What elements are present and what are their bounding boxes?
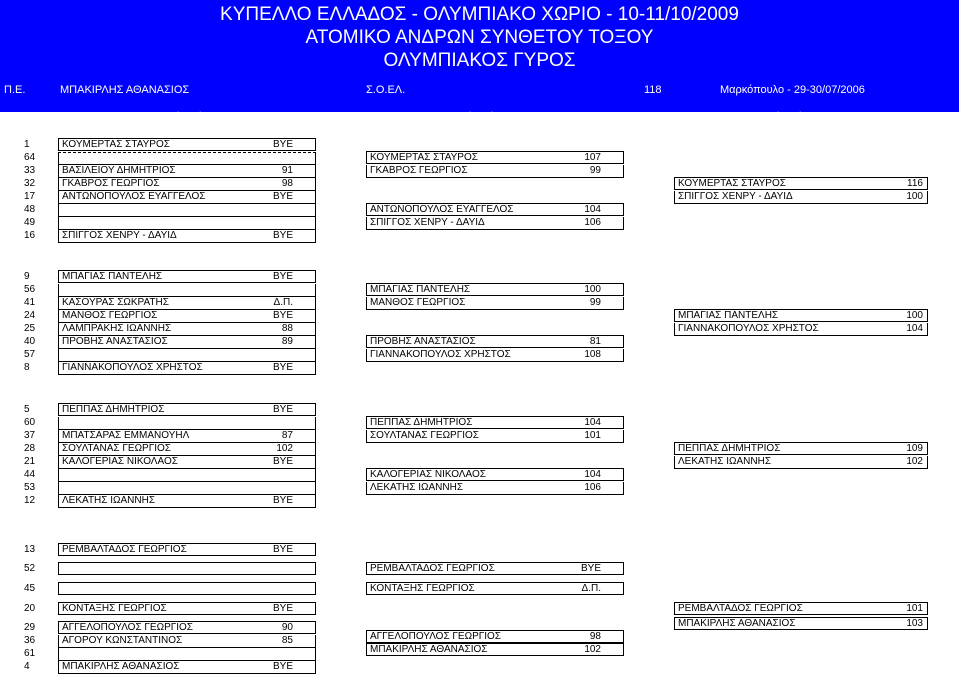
round-title: ΟΛΥΜΠΙΑΚΟΣ ΓΥΡΟΣ (383, 50, 576, 71)
record-venue-date: Μαρκόπουλο - 29-30/07/2006 (720, 84, 865, 96)
seed-number: 25 (24, 323, 36, 334)
archer-name: ΑΓΓΕΛΟΠΟΥΛΟΣ ΓΕΩΡΓΙΟΣ (370, 631, 501, 642)
round3-slot (674, 442, 928, 455)
seed-number: 21 (24, 456, 36, 467)
match-score: 116 (907, 178, 923, 189)
event-subtitle: ΑΤΟΜΙΚΟ ΑΝΔΡΩΝ ΣΥΝΘΕΤΟΥ ΤΟΞΟΥ (305, 27, 654, 48)
archer-name: ΑΝΤΩΝΟΠΟΥΛΟΣ ΕΥΑΓΓΕΛΟΣ (370, 204, 514, 215)
match-score: 100 (584, 284, 601, 295)
round1-slot (58, 403, 316, 416)
round1-slot (58, 310, 316, 323)
archer-name: ΚΟΥΜΕΡΤΑΣ ΣΤΑΥΡΟΣ (370, 152, 478, 163)
match-score: 100 (906, 191, 923, 202)
seed-number: 32 (24, 178, 36, 189)
round3-slot (674, 309, 928, 322)
match-score: 101 (906, 603, 923, 614)
round2-slot (366, 203, 624, 216)
round1-slot (58, 621, 316, 634)
archer-name: ΠΕΠΠΑΣ ΔΗΜΗΤΡΙΟΣ (62, 404, 165, 415)
rank-column-header: Κατ. Γ.Κ. (4, 110, 51, 124)
round1-slot (58, 178, 316, 191)
match-score: 87 (281, 430, 293, 441)
round2-slot (366, 165, 624, 178)
round1-slot (58, 362, 316, 375)
match-score: BYE (272, 271, 293, 282)
archer-name: ΛΑΜΠΡΑΚΗΣ ΙΩΑΝΝΗΣ (62, 323, 172, 334)
match-score: 107 (584, 152, 601, 163)
seed-number: 9 (24, 271, 30, 282)
round3-slot (674, 177, 928, 190)
archer-name: ΜΠΑΓΙΑΣ ΠΑΝΤΕΛΗΣ (370, 284, 471, 295)
match-score: BYE (272, 191, 293, 202)
match-score: BYE (272, 495, 293, 506)
round1-slot (58, 349, 316, 362)
round2-slot (366, 349, 624, 362)
archer-name: ΑΓΓΕΛΟΠΟΥΛΟΣ ΓΕΩΡΓΙΟΣ (62, 622, 193, 633)
seed-number: 13 (24, 544, 36, 555)
match-score: 98 (281, 178, 293, 189)
round2-slot (366, 482, 624, 495)
archer-name: ΜΑΝΘΟΣ ΓΕΩΡΓΙΟΣ (370, 297, 466, 308)
archer-name: ΡΕΜΒΑΛΤΑΔΟΣ ΓΕΩΡΓΙΟΣ (62, 544, 187, 555)
match-score: 104 (584, 417, 601, 428)
round2-slot (366, 630, 624, 643)
archer-name: ΚΑΛΟΓΕΡΙΑΣ ΝΙΚΟΛΑΟΣ (370, 469, 486, 480)
round2-slot (366, 468, 624, 481)
round1-slot (58, 417, 316, 430)
match-score: BYE (272, 544, 293, 555)
seed-number: 29 (24, 622, 36, 633)
archer-name: ΣΠΙΓΓΟΣ ΧΕΝΡΥ - ΔΑΥΙΔ (62, 230, 177, 241)
seed-number: 60 (24, 417, 36, 428)
seed-number: 8 (24, 362, 30, 373)
round-1-32-header: Ολυμπιακός Γύρος 1/32 (122, 110, 250, 124)
round-1-16-header: Ολυμπιακός Γύρος 1/16 (414, 110, 542, 124)
archer-name: ΛΕΚΑΤΗΣ ΙΩΑΝΝΗΣ (62, 495, 156, 506)
match-score: 85 (281, 635, 293, 646)
round2-slot (366, 430, 624, 443)
dashed-divider (58, 152, 316, 153)
match-score: BYE (272, 603, 293, 614)
seed-number: 12 (24, 495, 36, 506)
seed-number: 53 (24, 482, 36, 493)
archer-name: ΜΠΑΤΣΑΡΑΣ ΕΜΜΑΝΟΥΗΛ (62, 430, 190, 441)
archer-name: ΛΕΚΑΤΗΣ ΙΩΑΝΝΗΣ (370, 482, 464, 493)
archer-name: ΣΠΙΓΓΟΣ ΧΕΝΡΥ - ΔΑΥΙΔ (370, 217, 485, 228)
seed-number: 64 (24, 152, 36, 163)
seed-number: 5 (24, 404, 30, 415)
archer-name: ΑΝΤΩΝΟΠΟΥΛΟΣ ΕΥΑΓΓΕΛΟΣ (62, 191, 206, 202)
round2-slot (366, 335, 624, 348)
archer-name: ΠΕΠΠΑΣ ΔΗΜΗΤΡΙΟΣ (678, 443, 781, 454)
match-score: 102 (584, 644, 601, 655)
match-score: 90 (281, 622, 293, 633)
round1-slot (58, 648, 316, 661)
archer-name: ΣΟΥΛΤΑΝΑΣ ΓΕΩΡΓΙΟΣ (62, 443, 171, 454)
record-label-soel: Σ.Ο.ΕΛ. (366, 84, 406, 96)
archer-name: ΜΑΝΘΟΣ ΓΕΩΡΓΙΟΣ (62, 310, 158, 321)
round1-slot (58, 582, 316, 595)
archer-name: ΛΕΚΑΤΗΣ ΙΩΑΝΝΗΣ (678, 456, 772, 467)
match-score: 102 (906, 456, 923, 467)
match-score: 100 (906, 310, 923, 321)
seed-number: 1 (24, 139, 30, 150)
round2-slot (366, 217, 624, 230)
match-score: 106 (584, 482, 601, 493)
seed-number: 37 (24, 430, 36, 441)
match-score: Δ.Π. (273, 297, 293, 308)
seed-number: 48 (24, 204, 36, 215)
match-score: BYE (272, 661, 293, 672)
archer-name: ΚΟΥΜΕΡΤΑΣ ΣΤΑΥΡΟΣ (62, 139, 170, 150)
round2-slot (366, 151, 624, 164)
round1-slot (58, 230, 316, 243)
match-score: 98 (589, 631, 601, 642)
seed-number: 57 (24, 349, 36, 360)
match-score: 102 (276, 443, 293, 454)
seed-number: 28 (24, 443, 36, 454)
seed-number: 17 (24, 191, 36, 202)
seed-number: 16 (24, 230, 36, 241)
seed-number: 20 (24, 603, 36, 614)
round1-slot (58, 191, 316, 204)
round1-slot (58, 456, 316, 469)
round1-slot (58, 297, 316, 310)
seed-number: 44 (24, 469, 36, 480)
round2-slot (366, 297, 624, 310)
match-score: BYE (272, 362, 293, 373)
archer-name: ΚΑΛΟΓΕΡΙΑΣ ΝΙΚΟΛΑΟΣ (62, 456, 178, 467)
round1-slot (58, 430, 316, 443)
match-score: 99 (589, 165, 601, 176)
seed-number: 56 (24, 284, 36, 295)
seed-number: 4 (24, 661, 30, 672)
match-score: BYE (272, 230, 293, 241)
round3-slot (674, 323, 928, 336)
match-score: 109 (906, 443, 923, 454)
round1-slot (58, 495, 316, 508)
round1-slot (58, 469, 316, 482)
record-label-pe: Π.Ε. (4, 84, 26, 96)
match-score: 99 (589, 297, 601, 308)
record-score: 118 (644, 84, 662, 96)
match-score: BYE (272, 456, 293, 467)
match-score: BYE (272, 404, 293, 415)
match-score: BYE (580, 563, 601, 574)
round1-slot (58, 217, 316, 230)
round1-slot (58, 138, 316, 151)
round3-slot (674, 602, 928, 615)
match-score: 89 (281, 336, 293, 347)
round1-slot (58, 635, 316, 648)
archer-name: ΜΠΑΓΙΑΣ ΠΑΝΤΕΛΗΣ (62, 271, 163, 282)
round1-slot (58, 482, 316, 495)
match-score: Δ.Π. (581, 583, 601, 594)
round2-slot (366, 643, 624, 656)
archer-name: ΣΠΙΓΓΟΣ ΧΕΝΡΥ - ΔΑΥΙΔ (678, 191, 793, 202)
round1-slot (58, 336, 316, 349)
archer-name: ΠΡΟΒΗΣ ΑΝΑΣΤΑΣΙΟΣ (62, 336, 168, 347)
seed-number: 49 (24, 217, 36, 228)
record-holder: ΜΠΑΚΙΡΛΗΣ ΑΘΑΝΑΣΙΟΣ (60, 84, 190, 96)
archer-name: ΠΕΠΠΑΣ ΔΗΜΗΤΡΙΟΣ (370, 417, 473, 428)
match-score: 104 (584, 469, 601, 480)
round1-slot (58, 204, 316, 217)
round1-slot (58, 284, 316, 297)
round1-slot (58, 602, 316, 615)
match-score: BYE (272, 310, 293, 321)
seed-number: 41 (24, 297, 36, 308)
archer-name: ΚΑΣΟΥΡΑΣ ΣΩΚΡΑΤΗΣ (62, 297, 169, 308)
round1-slot (58, 661, 316, 674)
match-score: 103 (906, 618, 923, 629)
round2-slot (366, 416, 624, 429)
seed-number: 52 (24, 563, 36, 574)
archer-name: ΓΚΑΒΡΟΣ ΓΕΩΡΓΙΟΣ (370, 165, 468, 176)
archer-name: ΒΑΣΙΛΕΙΟΥ ΔΗΜΗΤΡΙΟΣ (62, 165, 176, 176)
round2-slot (366, 562, 624, 575)
archer-name: ΚΟΝΤΑΞΗΣ ΓΕΩΡΓΙΟΣ (370, 583, 475, 594)
archer-name: ΜΠΑΚΙΡΛΗΣ ΑΘΑΝΑΣΙΟΣ (678, 618, 796, 629)
round1-slot (58, 270, 316, 283)
archer-name: ΚΟΝΤΑΞΗΣ ΓΕΩΡΓΙΟΣ (62, 603, 167, 614)
round1-slot (58, 562, 316, 575)
match-score: 104 (584, 204, 601, 215)
archer-name: ΜΠΑΚΙΡΛΗΣ ΑΘΑΝΑΣΙΟΣ (370, 644, 488, 655)
round3-slot (674, 191, 928, 204)
archer-name: ΑΓΟΡΟΥ ΚΩΝΣΤΑΝΤΙΝΟΣ (62, 635, 183, 646)
round1-slot (58, 543, 316, 556)
archer-name: ΡΕΜΒΑΛΤΑΔΟΣ ΓΕΩΡΓΙΟΣ (678, 603, 803, 614)
seed-number: 45 (24, 583, 36, 594)
match-score: 106 (584, 217, 601, 228)
round2-slot (366, 283, 624, 296)
archer-name: ΜΠΑΚΙΡΛΗΣ ΑΘΑΝΑΣΙΟΣ (62, 661, 180, 672)
match-score: 88 (281, 323, 293, 334)
match-score: 104 (906, 323, 923, 334)
round2-slot (366, 582, 624, 595)
round1-slot (58, 152, 316, 165)
archer-name: ΓΙΑΝΝΑΚΟΠΟΥΛΟΣ ΧΡΗΣΤΟΣ (678, 323, 819, 334)
seed-number: 33 (24, 165, 36, 176)
seed-number: 36 (24, 635, 36, 646)
round1-slot (58, 323, 316, 336)
archer-name: ΣΟΥΛΤΑΝΑΣ ΓΕΩΡΓΙΟΣ (370, 430, 479, 441)
round3-slot (674, 456, 928, 469)
match-score: BYE (272, 139, 293, 150)
archer-name: ΓΚΑΒΡΟΣ ΓΕΩΡΓΙΟΣ (62, 178, 160, 189)
archer-name: ΜΠΑΓΙΑΣ ΠΑΝΤΕΛΗΣ (678, 310, 779, 321)
seed-number: 61 (24, 648, 36, 659)
archer-name: ΠΡΟΒΗΣ ΑΝΑΣΤΑΣΙΟΣ (370, 336, 476, 347)
match-score: 81 (589, 336, 601, 347)
round1-slot (58, 443, 316, 456)
seed-number: 40 (24, 336, 36, 347)
match-score: 91 (281, 165, 293, 176)
round-1-8-header: Ολυμπιακός Γύρος 1/8 (722, 110, 843, 124)
archer-name: ΓΙΑΝΝΑΚΟΠΟΥΛΟΣ ΧΡΗΣΤΟΣ (62, 362, 203, 373)
round3-slot (674, 617, 928, 630)
match-score: 101 (584, 430, 601, 441)
round1-slot (58, 165, 316, 178)
event-title: ΚΥΠΕΛΛΟ ΕΛΛΑΔΟΣ - ΟΛΥΜΠΙΑΚΟ ΧΩΡΙΟ - 10-11/10/2009 (220, 4, 739, 25)
archer-name: ΓΙΑΝΝΑΚΟΠΟΥΛΟΣ ΧΡΗΣΤΟΣ (370, 349, 511, 360)
archer-name: ΡΕΜΒΑΛΤΑΔΟΣ ΓΕΩΡΓΙΟΣ (370, 563, 495, 574)
match-score: 108 (584, 349, 601, 360)
seed-number: 24 (24, 310, 36, 321)
archer-name: ΚΟΥΜΕΡΤΑΣ ΣΤΑΥΡΟΣ (678, 178, 786, 189)
